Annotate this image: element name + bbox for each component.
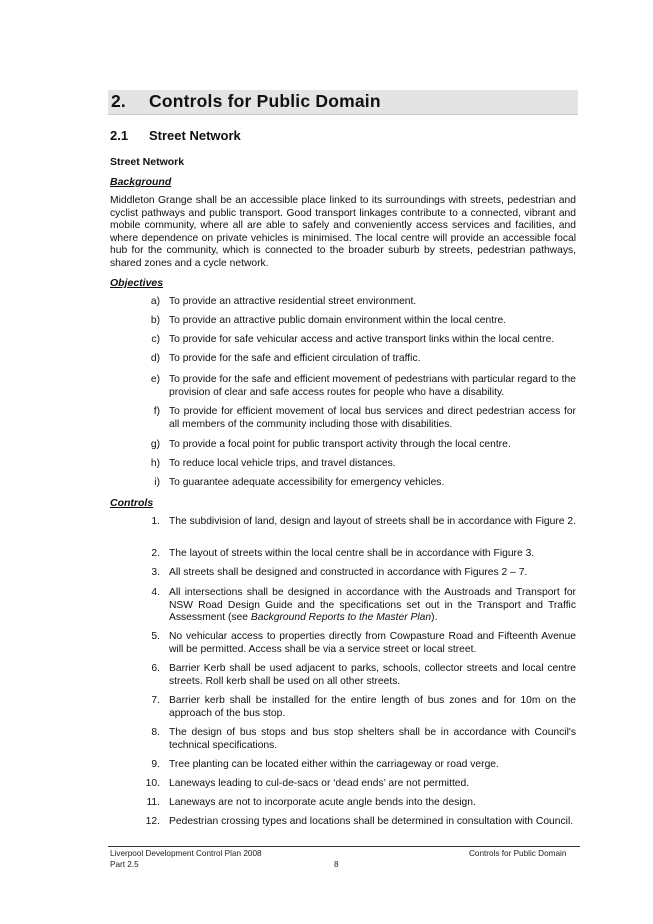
- control-text-part: ).: [431, 612, 438, 624]
- list-marker: 8.: [151, 727, 160, 738]
- list-marker: 11.: [146, 797, 160, 808]
- control-text: Laneways leading to cul-de-sacs or ‘dead ends’ are not permitted.: [169, 778, 470, 789]
- list-marker: 7.: [151, 695, 160, 706]
- list-marker: e): [150, 374, 160, 385]
- control-text: The subdivision of land, design and layout of streets shall be in accordance with Figure 2.: [169, 516, 576, 527]
- objective-text: To provide for efficient movement of local bus services and direct pedestrian access for all members of the community including those with disabilities.: [169, 406, 576, 430]
- list-marker: a): [150, 296, 160, 307]
- list-marker: 10.: [145, 778, 160, 789]
- section-number: 2.1: [110, 128, 129, 143]
- chapter-number: 2.: [111, 91, 126, 111]
- objective-text: To provide a focal point for public transport activity through the local centre.: [169, 439, 511, 450]
- background-paragraph: Middleton Grange shall be an accessible place linked to its surroundings with streets, pedestrian and cyclist pathways and public transport. Good transport linkages contribute to a connected, vibrant and mobile community, where all are able to safely and conveniently access services and facilities, and where dependence on private vehicles is minimised. The local centre will provide an accessible focal hub for the community, which is connected to the broader suburb by streets, pedestrian pathways, shared zones and a cycle network.: [110, 195, 576, 269]
- list-marker: d): [150, 353, 160, 364]
- objective-text: To provide an attractive residential street environment.: [169, 296, 417, 307]
- list-marker: c): [151, 334, 160, 345]
- control-text: No vehicular access to properties directly from Cowpasture Road and Fifteenth Avenue will be permitted. Access shall be via a service street or local street.: [169, 631, 576, 655]
- footer-chapter-title: Controls for Public Domain: [469, 849, 567, 858]
- objective-text: To provide for safe vehicular access and active transport links within the local centre.: [169, 334, 555, 345]
- list-marker: 4.: [151, 587, 160, 598]
- list-marker: 5.: [151, 631, 160, 642]
- control-text-part: All intersections shall be designed in accordance with the Austroads and Transport for NSW Road Design Guide and the specifications set out in the Transport and Traffic Assessment (see: [169, 587, 576, 624]
- control-text: The design of bus stops and bus stop shelters shall be in accordance with Council's technical specifications.: [169, 727, 576, 751]
- control-text: Barrier Kerb shall be used adjacent to parks, schools, collector streets and local centre streets. Roll kerb shall be used on all other streets.: [169, 663, 576, 687]
- list-marker: 12.: [145, 816, 160, 827]
- footer-divider: [108, 846, 580, 847]
- list-marker: g): [150, 439, 160, 450]
- control-text: Laneways are not to incorporate acute angle bends into the design.: [169, 797, 476, 808]
- objective-text: To provide for the safe and efficient movement of pedestrians with particular regard to the provision of clear and safe access routes for people who have a disability.: [169, 374, 576, 398]
- objective-text: To provide an attractive public domain environment within the local centre.: [169, 315, 507, 326]
- objectives-heading: Objectives: [110, 277, 164, 289]
- objective-text: To provide for the safe and efficient circulation of traffic.: [169, 353, 421, 364]
- control-text: [169, 587, 576, 625]
- control-text: Barrier kerb shall be installed for the entire length of bus zones and for 10m on the approach of the bus stop.: [169, 695, 576, 719]
- control-text: Tree planting can be located either within the carriageway or road verge.: [169, 759, 499, 770]
- list-marker: 2.: [151, 548, 160, 559]
- objective-text: To guarantee adequate accessibility for emergency vehicles.: [169, 477, 445, 488]
- chapter-title: Controls for Public Domain: [149, 91, 381, 111]
- list-marker: f): [153, 406, 160, 417]
- subheading-street-network: Street Network: [110, 156, 185, 168]
- objective-text: To reduce local vehicle trips, and travel distances.: [169, 458, 396, 469]
- footer-page-number: 8: [334, 860, 339, 869]
- footer-document-title: Liverpool Development Control Plan 2008: [110, 849, 262, 858]
- chapter-heading-bar: [108, 90, 578, 115]
- list-marker: 1.: [151, 516, 160, 527]
- section-title: Street Network: [149, 128, 241, 143]
- control-text: Pedestrian crossing types and locations shall be determined in consultation with Council.: [169, 816, 574, 827]
- control-text: All streets shall be designed and constructed in accordance with Figures 2 – 7.: [169, 567, 528, 578]
- list-marker: 3.: [151, 567, 160, 578]
- controls-heading: Controls: [110, 497, 154, 509]
- list-marker: 6.: [151, 663, 160, 674]
- control-text: The layout of streets within the local centre shall be in accordance with Figure 3.: [169, 548, 535, 559]
- footer-part: Part 2.5: [110, 860, 139, 869]
- list-marker: 9.: [151, 759, 160, 770]
- list-marker: b): [150, 315, 160, 326]
- list-marker: i): [154, 477, 160, 488]
- control-text-italic: Background Reports to the Master Plan: [250, 612, 432, 624]
- list-marker: h): [150, 458, 160, 469]
- background-heading: Background: [110, 176, 172, 188]
